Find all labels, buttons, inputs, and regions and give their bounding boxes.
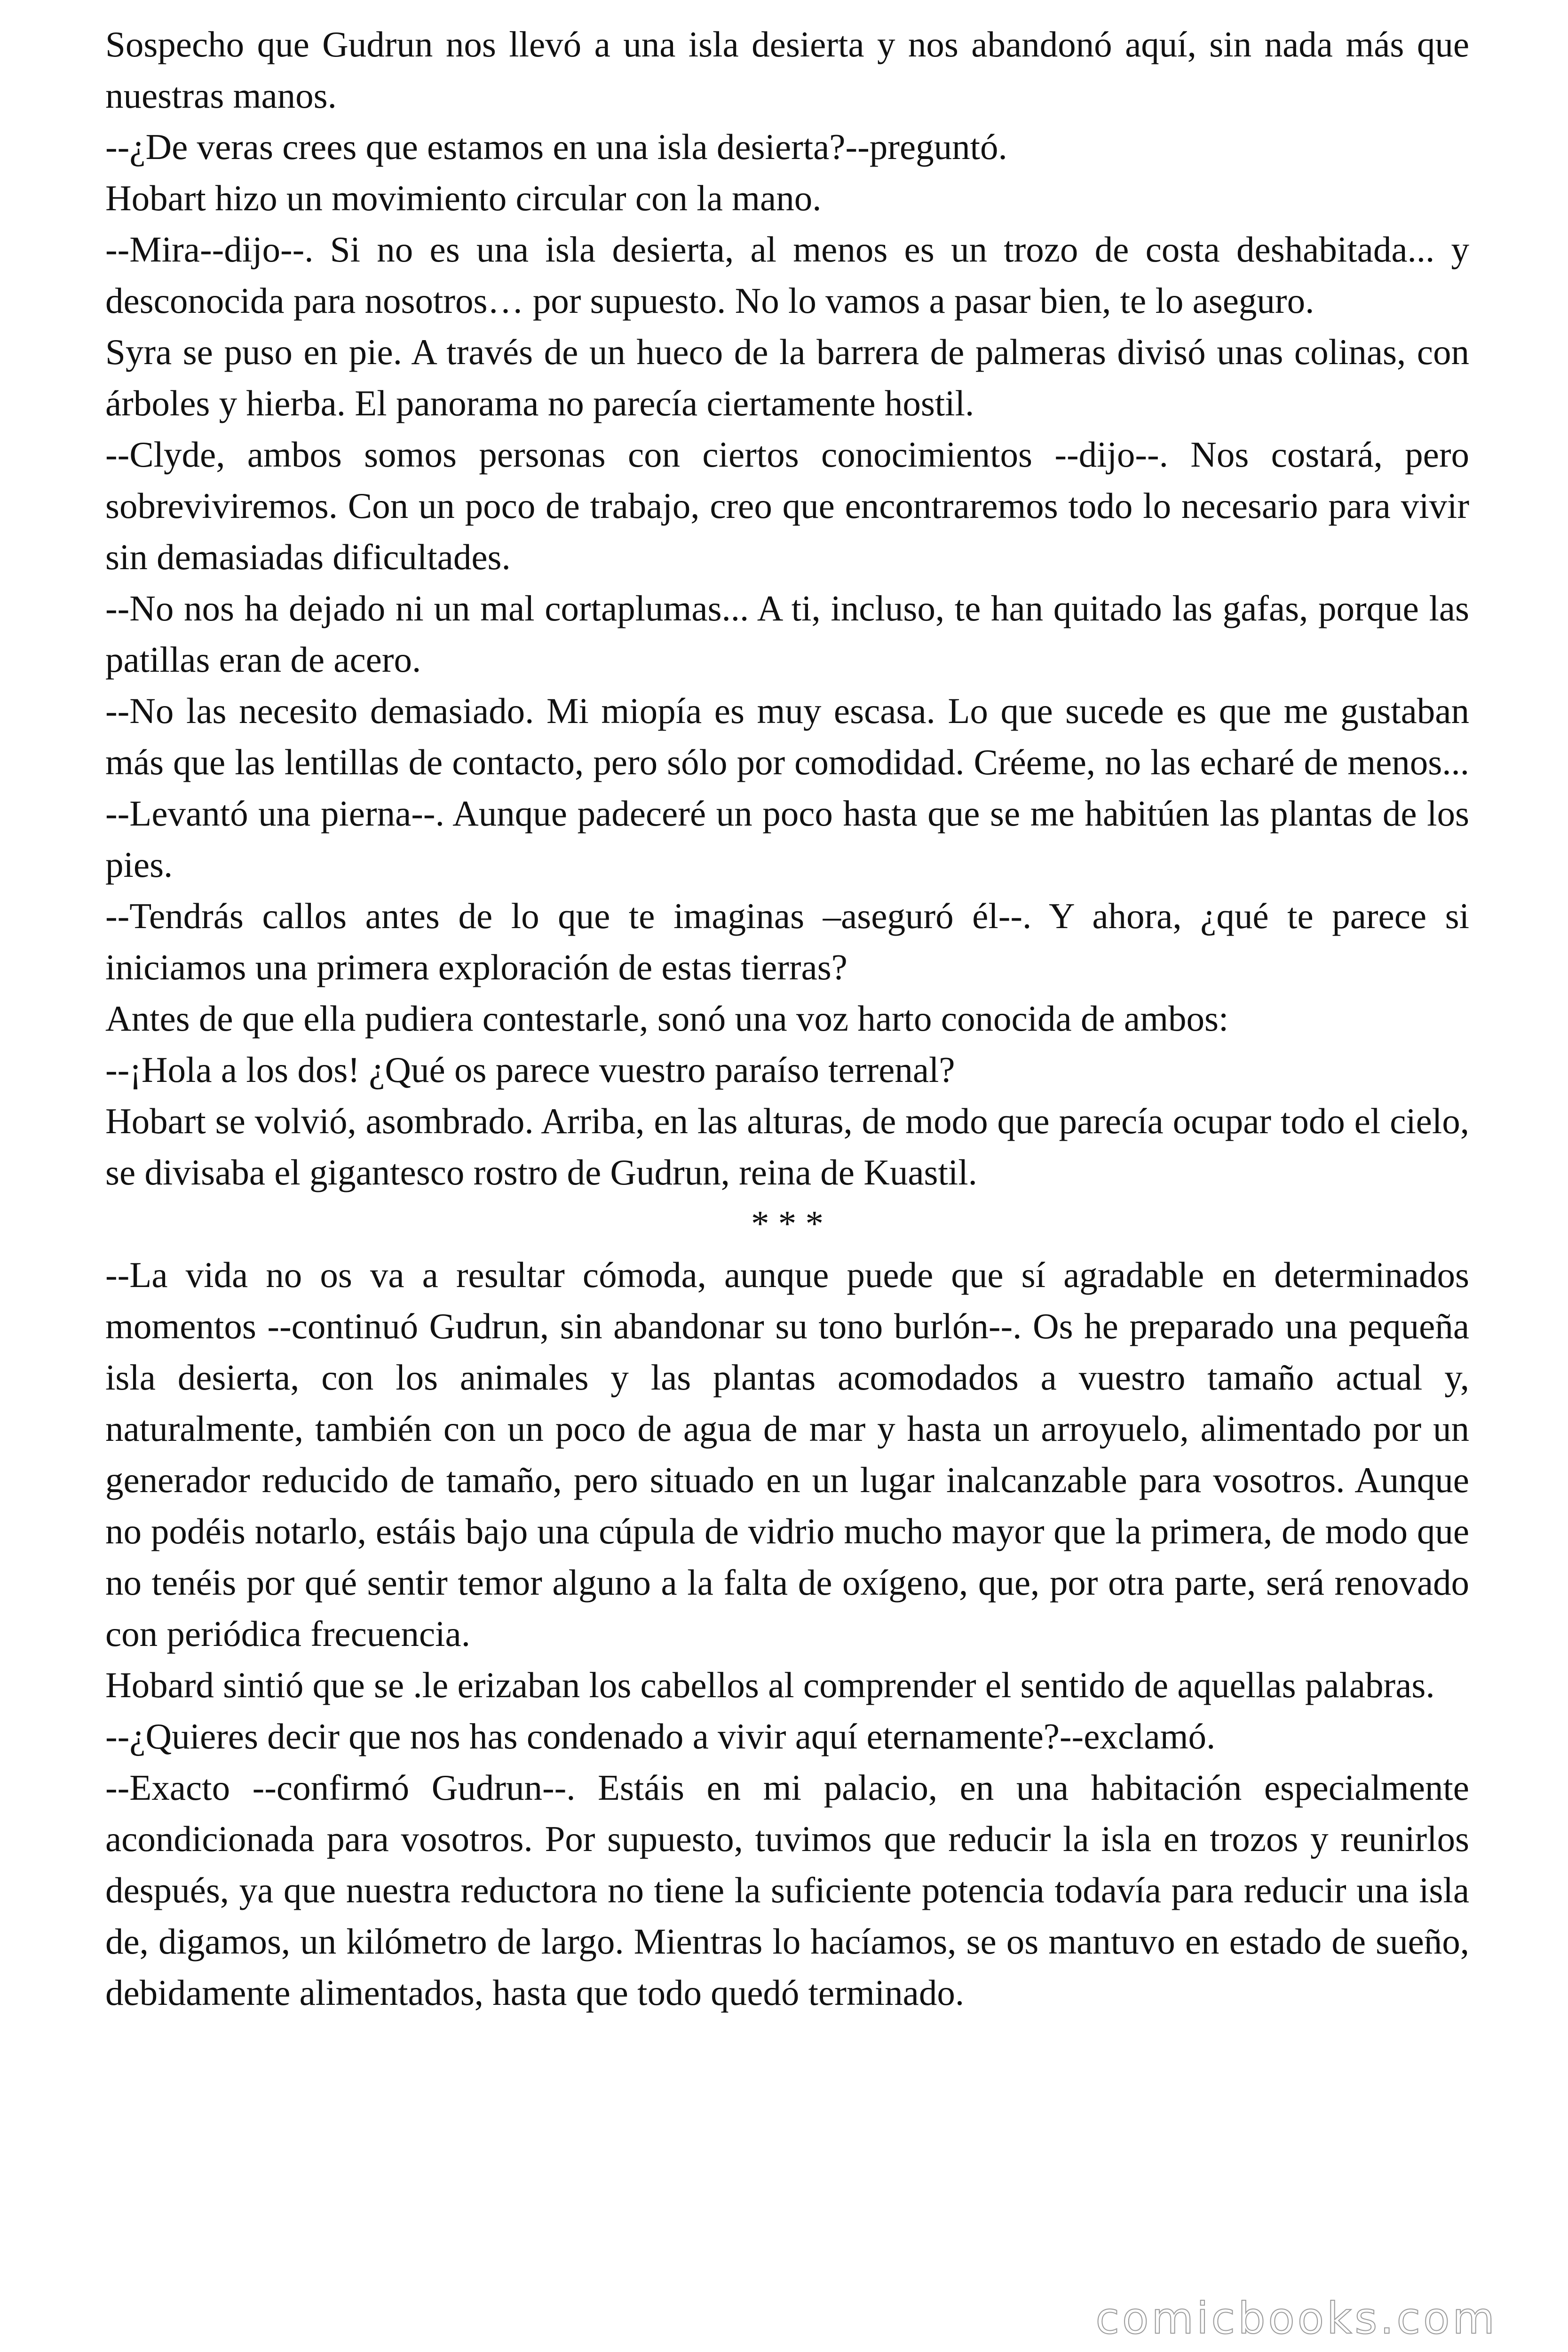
paragraph: Antes de que ella pudiera contestarle, sonó una voz harto conocida de ambos: xyxy=(105,998,1229,1039)
paragraph: --No nos ha dejado ni un mal cortaplumas... A ti, incluso, te han quitado las gafas, porque las patillas eran de acero. xyxy=(105,588,1469,680)
paragraph: Hobart hizo un movimiento circular con la mano. xyxy=(105,178,822,218)
paragraph: Syra se puso en pie. A través de un hueco de la barrera de palmeras divisó unas colinas, con árboles y hierba. El panorama no parecía ciertamente hostil. xyxy=(105,332,1469,423)
paragraph: --¡Hola a los dos! ¿Qué os parece vuestro paraíso terrenal? xyxy=(105,1049,955,1090)
paragraph: --¿Quieres decir que nos has condenado a vivir aquí eternamente?--exclamó. xyxy=(105,1716,1216,1756)
paragraph: Hobart se volvió, asombrado. Arriba, en las alturas, de modo que parecía ocupar todo el cielo, se divisaba el gigantesco rostro de Gudrun, reina de Kuastil. xyxy=(105,1101,1469,1192)
paragraph: --Clyde, ambos somos personas con ciertos conocimientos --dijo--. Nos costará, pero sobreviviremos. Con un poco de trabajo, creo que encontraremos todo lo necesario para vivir sin demasiadas dificultades. xyxy=(105,434,1469,577)
paragraph: --Mira--dijo--. Si no es una isla desierta, al menos es un trozo de costa deshabitada... y desconocida para nosotros… por supuesto. No lo vamos a pasar bien, te lo aseguro. xyxy=(105,229,1469,321)
watermark: comicbooks.com xyxy=(1095,2293,1497,2344)
book-page xyxy=(105,19,1469,2018)
paragraph: --La vida no os va a resultar cómoda, aunque puede que sí agradable en determinados momentos --continuó Gudrun, sin abandonar su tono burlón--. Os he preparado una pequeña isla desierta, con los animales y las plantas acomodados a vuestro tamaño actual y, naturalmente, también con un poco de agua de mar y hasta un arroyuelo, alimentado por un generador reducido de tamaño, pero situado en un lugar inalcanzable para vosotros. Aunque no podéis notarlo, estáis bajo una cúpula de vidrio mucho mayor que la primera, de modo que no tenéis por qué sentir temor alguno a la falta de oxígeno, que, por otra parte, será renovado con periódica frecuencia. xyxy=(105,1255,1469,1654)
paragraph: --No las necesito demasiado. Mi miopía es muy escasa. Lo que sucede es que me gustaban más que las lentillas de contacto, pero sólo por comodidad. Créeme, no las echaré de menos... --Levantó una pierna--. Aunque padeceré un poco hasta que se me habitúen las plantas de los pies. xyxy=(105,691,1469,885)
paragraph: Sospecho que Gudrun nos llevó a una isla desierta y nos abandonó aquí, sin nada más que nuestras manos. xyxy=(105,24,1469,116)
paragraph: --Exacto --confirmó Gudrun--. Estáis en mi palacio, en una habitación especialmente acondicionada para vosotros. Por supuesto, tuvimos que reducir la isla en trozos y reunirlos después, ya que nuestra reductora no tiene la suficiente potencia todavía para reducir una isla de, digamos, un kilómetro de largo. Mientras lo hacíamos, se os mantuvo en estado de sueño, debidamente alimentados, hasta que todo quedó terminado. xyxy=(105,1767,1469,2013)
section-separator: * * * xyxy=(751,1203,824,1244)
paragraph: Hobard sintió que se .le erizaban los cabellos al comprender el sentido de aquellas palabras. xyxy=(105,1665,1435,1705)
paragraph: --Tendrás callos antes de lo que te imaginas –aseguró él--. Y ahora, ¿qué te parece si iniciamos una primera exploración de estas tierras? xyxy=(105,896,1469,987)
paragraph: --¿De veras crees que estamos en una isla desierta?--preguntó. xyxy=(105,127,1007,167)
